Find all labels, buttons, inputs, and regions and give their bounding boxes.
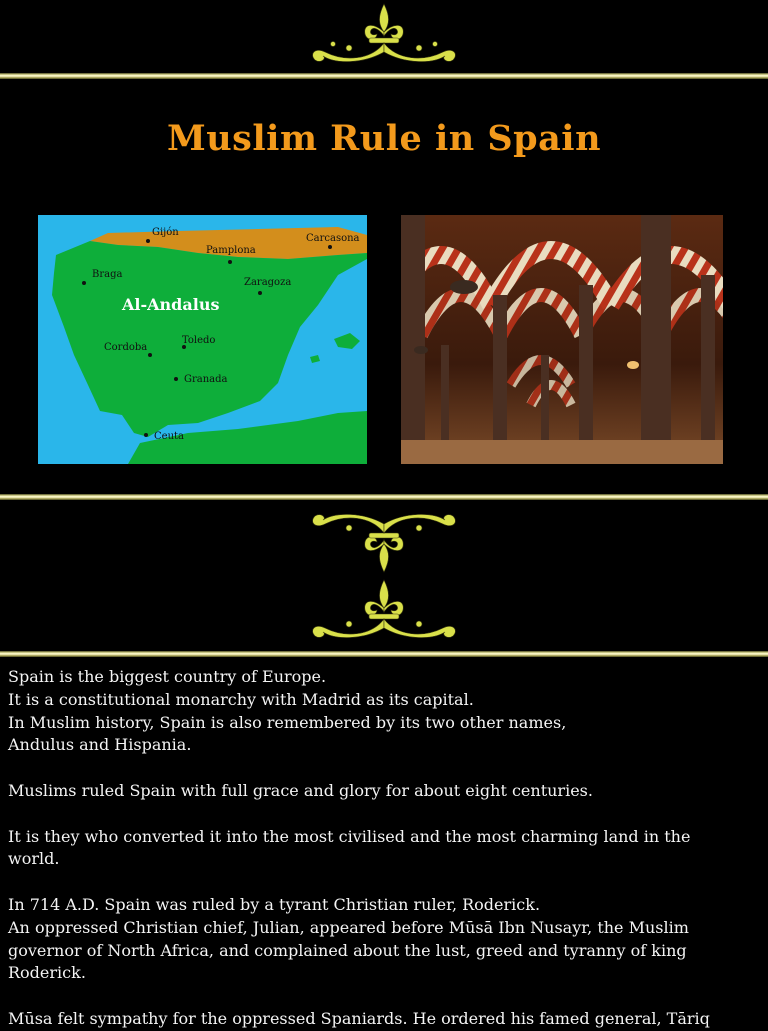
text-line: Mūsa felt sympathy for the oppressed Spaniards. He ordered his famed general, Tāriq [8, 1008, 710, 1028]
city-label-carcasona: Carcasona [306, 233, 360, 244]
region-label: Al-Andalus [122, 295, 220, 314]
iberia-map [38, 215, 367, 464]
text-line: An oppressed Christian chief, Julian, appeared before Mūsā Ibn Nusayr, the Muslim [8, 917, 689, 937]
city-label-gijon: Gijón [152, 227, 179, 238]
city-label-granada: Granada [184, 374, 228, 385]
city-label-pamplona: Pamplona [206, 245, 256, 256]
text-line: Spain is the biggest country of Europe. [8, 667, 327, 686]
mosque-arches-photo [401, 215, 723, 464]
text-line: It is they who converted it into the most civilised and the most charming land in the [8, 826, 691, 846]
city-label-ceuta: Ceuta [154, 431, 184, 442]
paragraph-civilised [8, 826, 748, 872]
city-label-braga: Braga [92, 269, 123, 280]
paragraph-rule [8, 780, 748, 803]
top-ornament-band [0, 0, 768, 80]
page-title: Muslim Rule in Spain [166, 118, 602, 159]
article-body [8, 666, 748, 1031]
text-line: Andulus and Hispania. [8, 735, 192, 755]
text-line: In 714 A.D. Spain was ruled by a tyrant Christian ruler, Roderick. [8, 894, 541, 914]
middle-gold-rule-bottom [0, 651, 768, 657]
city-label-cordoba: Cordoba [104, 342, 148, 353]
text-line: In Muslim history, Spain is also remembered by its two other names, [8, 712, 567, 732]
paragraph-intro [8, 666, 748, 757]
text-line: world. [8, 849, 60, 869]
scroll-ornament-icon [305, 506, 463, 574]
fleur-ornament-icon-lower [305, 578, 463, 646]
text-line: governor of North Africa, and complained about the lust, greed and tyranny of king [8, 940, 687, 960]
city-label-toledo: Toledo [182, 335, 216, 346]
top-gold-rule [0, 73, 768, 79]
paragraph-roderick [8, 894, 748, 985]
text-line: Muslims ruled Spain with full grace and glory for about eight centuries. [8, 780, 593, 800]
text-line: It is a constitutional monarchy with Madrid as its capital. [8, 689, 474, 709]
text-line: Roderick. [8, 963, 86, 983]
fleur-ornament-icon [305, 2, 463, 70]
city-label-zaragoza: Zaragoza [244, 277, 292, 288]
paragraph-musa [8, 1008, 748, 1031]
middle-gold-rule-top [0, 494, 768, 500]
